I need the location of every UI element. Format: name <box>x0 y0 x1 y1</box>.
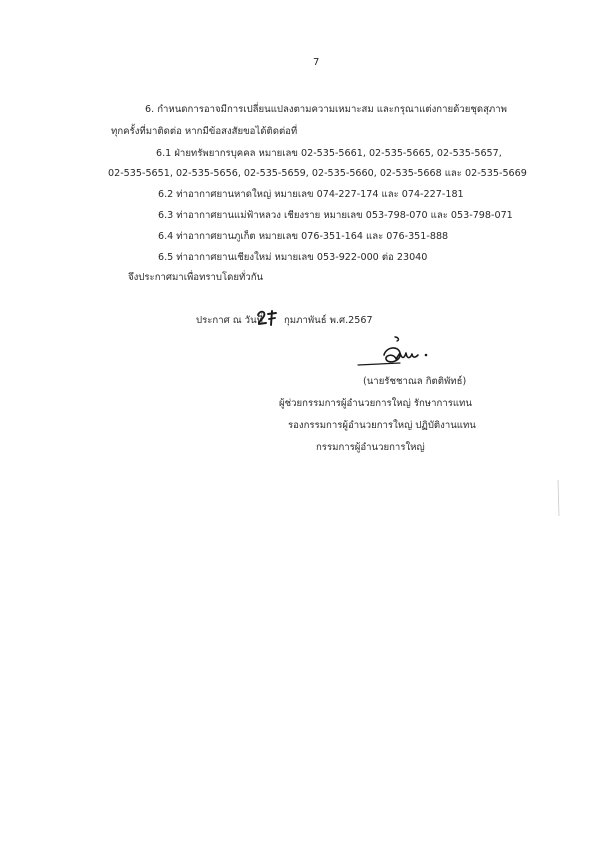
handwritten-day <box>256 309 278 327</box>
handwritten-day-mark <box>256 309 278 327</box>
contact-6-1-line2: 02-535-5651, 02-535-5656, 02-535-5659, 02-535-5660, 02-535-5668 และ 02-535-5669 <box>108 168 527 179</box>
signatory-title-2: รองกรรมการผู้อำนวยการใหญ่ ปฏิบัติงานแทน <box>288 420 476 431</box>
scan-edge-mark <box>548 478 562 518</box>
page-number: 7 <box>313 57 320 68</box>
signatory-title-3: กรรมการผู้อำนวยการใหญ่ <box>316 442 425 453</box>
item-6-line1: 6. กำหนดการอาจมีการเปลี่ยนแปลงตามความเหมาะสม และกรุณาแต่งกายด้วยชุดสุภาพ <box>145 104 507 115</box>
contact-6-3: 6.3 ท่าอากาศยานแม่ฟ้าหลวง เชียงราย หมายเลข 053-798-070 และ 053-798-071 <box>158 210 513 221</box>
announce-prefix: ประกาศ ณ วันที่ <box>196 315 263 326</box>
contact-6-5: 6.5 ท่าอากาศยานเชียงใหม่ หมายเลข 053-922-000 ต่อ 23040 <box>158 252 428 263</box>
contact-6-2: 6.2 ท่าอากาศยานหาดใหญ่ หมายเลข 074-227-174 และ 074-227-181 <box>158 189 464 200</box>
closing-statement: จึงประกาศมาเพื่อทราบโดยทั่วกัน <box>128 272 264 283</box>
signatory-name: (นายรัชชาณล กิตติพัทธ์) <box>363 376 467 387</box>
announce-suffix: กุมภาพันธ์ พ.ศ.2567 <box>284 315 373 326</box>
signature-image <box>340 335 450 375</box>
signatory-title-1: ผู้ช่วยกรรมการผู้อำนวยการใหญ่ รักษาการแทน <box>279 398 472 409</box>
contact-6-4: 6.4 ท่าอากาศยานภูเก็ต หมายเลข 076-351-164 และ 076-351-888 <box>158 231 449 242</box>
contact-6-1-line1: 6.1 ฝ่ายทรัพยากรบุคคล หมายเลข 02-535-5661, 02-535-5665, 02-535-5657, <box>156 148 502 159</box>
item-6-line2: ทุกครั้งที่มาติดต่อ หากมีข้อสงสัยขอได้ติดต่อที่ <box>111 126 298 137</box>
